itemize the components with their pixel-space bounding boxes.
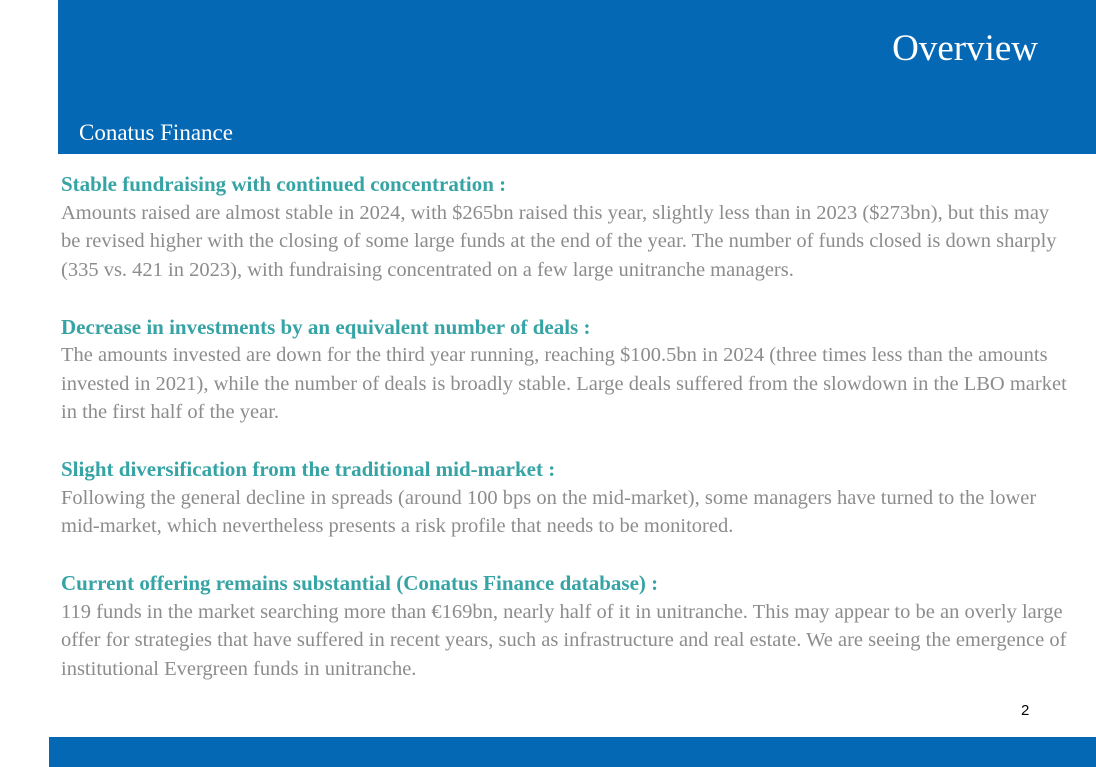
slide-title: Overview [892, 28, 1038, 69]
section-current-offering [61, 569, 1071, 683]
brand-name: Conatus Finance [79, 120, 233, 145]
section-body: Amounts raised are almost stable in 2024, with $265bn raised this year, slightly less than in 2023 ($273bn), but this may be revised higher with the closing of some large funds at the end of the year. The number of funds closed is down sharply (335 vs. 421 in 2023), with fundraising concentrated on a few large unitranche managers. [61, 201, 1057, 281]
header-band [58, 0, 1096, 154]
section-investments [61, 313, 1071, 427]
section-heading: Slight diversification from the traditional mid-market : [61, 457, 556, 481]
page-number: 2 [1021, 702, 1030, 719]
section-body: 119 funds in the market searching more than €169bn, nearly half of it in unitranche. This may appear to be an overly large offer for strategies that have suffered in recent years, such as infrastructure and real estate. We are seeing the emergence of institutional Evergreen funds in unitranche. [61, 600, 1067, 680]
footer-band [49, 737, 1096, 767]
section-heading: Current offering remains substantial (Conatus Finance database) : [61, 571, 659, 595]
section-fundraising [61, 170, 1071, 284]
section-diversification [61, 455, 1071, 541]
section-body: Following the general decline in spreads (around 100 bps on the mid-market), some managers have turned to the lower mid-market, which nevertheless presents a risk profile that needs to be monitored. [61, 486, 1037, 537]
section-heading: Stable fundraising with continued concentration : [61, 172, 507, 196]
content-area [61, 170, 1071, 712]
section-body: The amounts invested are down for the third year running, reaching $100.5bn in 2024 (three times less than the amounts invested in 2021), while the number of deals is broadly stable. Large deals suffered from the slowdown in the LBO market in the first half of the year. [61, 344, 1067, 423]
section-heading: Decrease in investments by an equivalent number of deals : [61, 314, 591, 339]
